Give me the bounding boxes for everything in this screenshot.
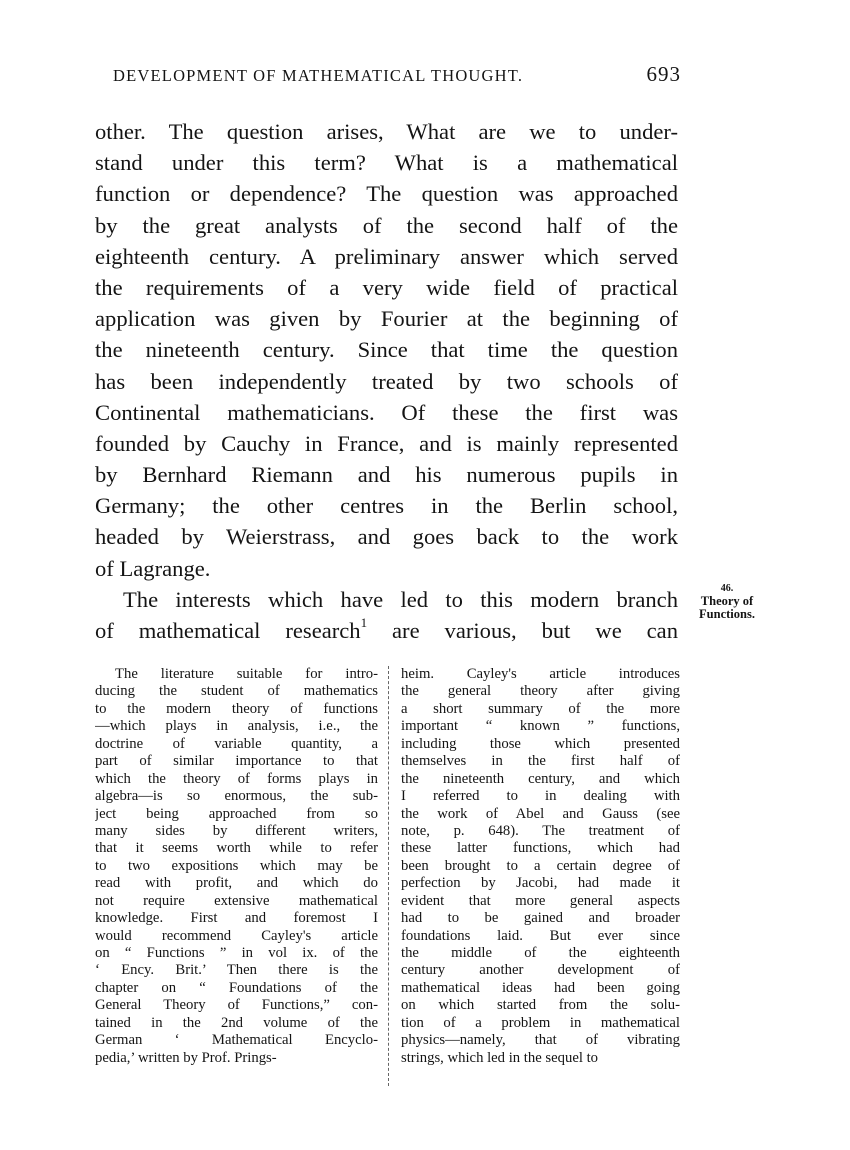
footnote-line: been brought to a certain degree of: [401, 857, 680, 874]
body-text: of mathematical research: [95, 618, 361, 643]
body-line: other. The question arises, What are we to under-: [95, 119, 678, 144]
footnote-line: the general theory after giving: [401, 683, 680, 700]
body-line: the requirements of a very wide field of practical: [95, 274, 678, 300]
margin-note-title: Theory of: [700, 594, 754, 608]
footnote-line: strings, which led in the sequel to: [401, 1049, 599, 1066]
footnote-line: mathematical ideas had been going: [401, 979, 680, 996]
footnote-line: had to be gained and broader: [401, 910, 680, 927]
footnote-line: would recommend Cayley's article: [95, 927, 378, 944]
footnote-line: I referred to in dealing with: [401, 788, 680, 805]
footnote-line: evident that more general aspects: [401, 892, 680, 909]
footnote-line: tained in the 2nd volume of the: [95, 1014, 378, 1031]
footnote-line: knowledge. First and foremost I: [95, 910, 378, 927]
footnote-line: heim. Cayley's article introduces: [401, 666, 680, 682]
footnote-line: algebra—is so enormous, the sub-: [95, 788, 378, 805]
footnote-line: which the theory of forms plays in: [95, 770, 378, 787]
main-text: [95, 116, 678, 646]
footnote-line: the nineteenth century, and which: [401, 770, 680, 787]
margin-note-number: 46.: [720, 583, 734, 594]
running-head: [113, 62, 681, 92]
body-line: The interests which have led to this modern branch: [123, 586, 678, 612]
footnote-line: a short summary of the more: [401, 700, 680, 717]
body-line: headed by Weierstrass, and goes back to the work: [95, 524, 678, 550]
footnote-line: century another development of: [401, 962, 680, 979]
body-line: eighteenth century. A preliminary answer which served: [95, 243, 678, 269]
footnote-line: the middle of the eighteenth: [401, 945, 680, 961]
body-line: function or dependence? The question was approached: [95, 181, 678, 207]
footnote-line: physics—namely, that of vibrating: [401, 1032, 680, 1049]
body-line: application was given by Fourier at the beginning of: [95, 306, 678, 332]
footnote-line: on which started from the solu-: [401, 997, 680, 1014]
footnote-marker[interactable]: 1: [360, 615, 368, 630]
body-line: the nineteenth century. Since that time the question: [95, 337, 678, 363]
footnote-line: these latter functions, which had: [401, 840, 680, 857]
body-line: founded by Cauchy in France, and is mainly represented: [95, 430, 678, 456]
body-line: [95, 615, 678, 646]
footnote-line: read with profit, and which do: [95, 875, 378, 892]
body-line: has been independently treated by two schools of: [95, 368, 678, 394]
footnote-line: to two expositions which may be: [95, 857, 378, 874]
column-divider: [388, 666, 389, 1086]
footnote-line: The literature suitable for intro-: [115, 666, 378, 682]
footnote-line: themselves in the first half of: [401, 753, 680, 770]
footnote-line: ‘ Ency. Brit.’ Then there is the: [95, 962, 378, 979]
footnote-line: the work of Abel and Gauss (see: [401, 805, 680, 822]
footnote-line: foundations laid. But ever since: [401, 927, 680, 944]
footnote-line: note, p. 648). The treatment of: [401, 822, 680, 839]
body-line: Continental mathematicians. Of these the first was: [95, 399, 678, 425]
footnote-left-column: [95, 666, 378, 1067]
body-line: of Lagrange.: [95, 555, 211, 581]
body-line: by Bernhard Riemann and his numerous pupils in: [95, 462, 678, 488]
footnote-line: tion of a problem in mathematical: [401, 1014, 680, 1031]
body-line: stand under this term? What is a mathematical: [95, 150, 678, 176]
footnote-line: to the modern theory of functions: [95, 700, 378, 717]
body-text: are various, but we can: [367, 618, 678, 643]
footnote-line: important “ known ” functions,: [401, 718, 680, 735]
footnote-line: not require extensive mathematical: [95, 892, 378, 909]
footnote-line: ducing the student of mathematics: [95, 683, 378, 700]
footnote-line: German ‘ Mathematical Encyclo-: [95, 1032, 378, 1049]
footnote-line: many sides by different writers,: [95, 822, 378, 839]
footnote-line: pedia,’ written by Prof. Prings-: [95, 1049, 277, 1066]
footnote-line: including those which presented: [401, 735, 680, 752]
page-number: 693: [646, 62, 681, 86]
footnote-line: perfection by Jacobi, had made it: [401, 875, 680, 892]
running-title: DEVELOPMENT OF MATHEMATICAL THOUGHT.: [113, 66, 524, 85]
margin-note-title: Functions.: [699, 607, 755, 621]
footnote-line: General Theory of Functions,” con-: [95, 997, 378, 1014]
body-line: Germany; the other centres in the Berlin school,: [95, 493, 678, 519]
footnote-line: on “ Functions ” in vol ix. of the: [95, 945, 378, 961]
body-line: by the great analysts of the second half of the: [95, 212, 678, 238]
footnote-line: that it seems worth while to refer: [95, 840, 378, 857]
footnote-right-column: [401, 666, 680, 1067]
footnote-line: —which plays in analysis, i.e., the: [95, 718, 378, 735]
footnote-line: part of similar importance to that: [95, 753, 378, 770]
footnote-line: chapter on “ Foundations of the: [95, 979, 378, 996]
margin-note: [688, 582, 766, 621]
footnote-line: ject being approached from so: [95, 805, 378, 822]
footnote-line: doctrine of variable quantity, a: [95, 735, 378, 752]
